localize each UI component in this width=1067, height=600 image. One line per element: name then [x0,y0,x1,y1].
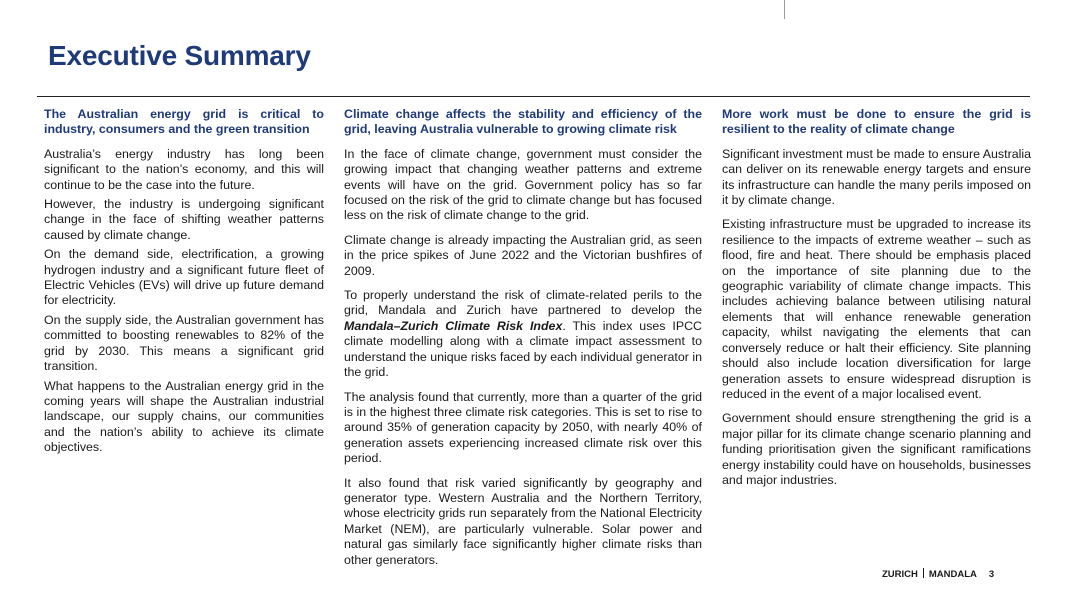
paragraph: On the demand side, electrification, a growing hydrogen industry and a significant future fleet of Electric Vehicles (EVs) will drive up future demand for electricity. [44,247,324,308]
paragraph: Existing infrastructure must be upgraded to increase its resilience to the impacts of extreme weather – such as flood, fire and heat. There should be emphasis placed on the importance of site planning due to the geographic variability of climate change impacts. This includes achieving balance between utilising natural elements that will enhance renewable generation capacity, whilst navigating the elements that can conversely reduce or halt their efficiency. Site planning should also include location diversification for large generation assets to ensure widespread disruption is reduced in the event of a major localised event. [722,217,1031,401]
title-rule [37,96,1030,97]
paragraph-index [344,288,702,380]
index-name: Mandala–Zurich Climate Risk Index [344,318,563,333]
column-heading: Climate change affects the stability and efficiency of the grid, leaving Australia vulnerable to growing climate risk [344,107,702,137]
paragraph: It also found that risk varied significantly by geography and generator type. Western Australia and the Northern Territory, whose electricity grids run separately from the National Electricity Market (NEM), are particularly vulnerable. Solar power and natural gas similarly face significantly higher climate risks than other generators. [344,475,702,567]
page-title: Executive Summary [48,40,311,71]
column-heading: The Australian energy grid is critical to industry, consumers and the green transition [44,107,324,137]
paragraph: In the face of climate change, government must consider the growing impact that changing weather patterns and extreme events will have on the grid. Government policy has so far focused on the risk of the grid to climate change but has focused less on the risk of climate change to the grid. [344,146,702,223]
paragraph: Significant investment must be made to ensure Australia can deliver on its renewable energy targets and ensure its infrastructure can handle the many perils imposed on it by climate change. [722,146,1031,208]
paragraph: On the supply side, the Australian government has committed to boosting renewables to 82% of the grid by 2030. This means a significant grid transition. [44,312,324,374]
column-grid-critical [44,107,324,460]
paragraph: What happens to the Australian energy grid in the coming years will shape the Australian industrial landscape, our supply chains, our communities and the nation’s ability to achieve its climate objectives. [44,378,324,455]
paragraph-text: . This index uses IPCC climate modelling along with a climate impact assessment to understand the unique risks faced by each individual generator in the grid. [344,318,702,380]
column-more-work-needed [722,107,1031,497]
paragraph: Australia’s energy industry has long been significant to the nation’s economy, and this will continue to be the case into the future. [44,146,324,192]
footer [882,568,994,580]
column-heading: More work must be done to ensure the grid is resilient to the reality of climate change [722,107,1031,137]
paragraph-text: To properly understand the risk of climate-related perils to the grid, Mandala and Zurich have partnered to develop the [344,288,702,318]
brand-zurich: ZURICH [882,569,918,580]
top-divider [784,0,785,19]
page-number: 3 [988,569,995,580]
paragraph: However, the industry is undergoing significant change in the face of shifting weather patterns caused by climate change. [44,197,324,242]
paragraph: Government should ensure strengthening the grid is a major pillar for its climate change scenario planning and funding prioritisation given the significant ramifications energy instability could have on households, businesses and major industries. [722,411,1031,487]
paragraph: The analysis found that currently, more than a quarter of the grid is in the highest three climate risk categories. This is set to rise to around 35% of generation capacity by 2050, with nearly 40% of generation assets experiencing increased climate risk over this period. [344,389,702,466]
brand-separator [923,568,924,578]
paragraph: Climate change is already impacting the Australian grid, as seen in the price spikes of June 2022 and the Victorian bushfires of 2009. [344,232,702,278]
brand-mandala: MANDALA [928,569,977,580]
column-climate-change-affects-grid [344,107,702,577]
